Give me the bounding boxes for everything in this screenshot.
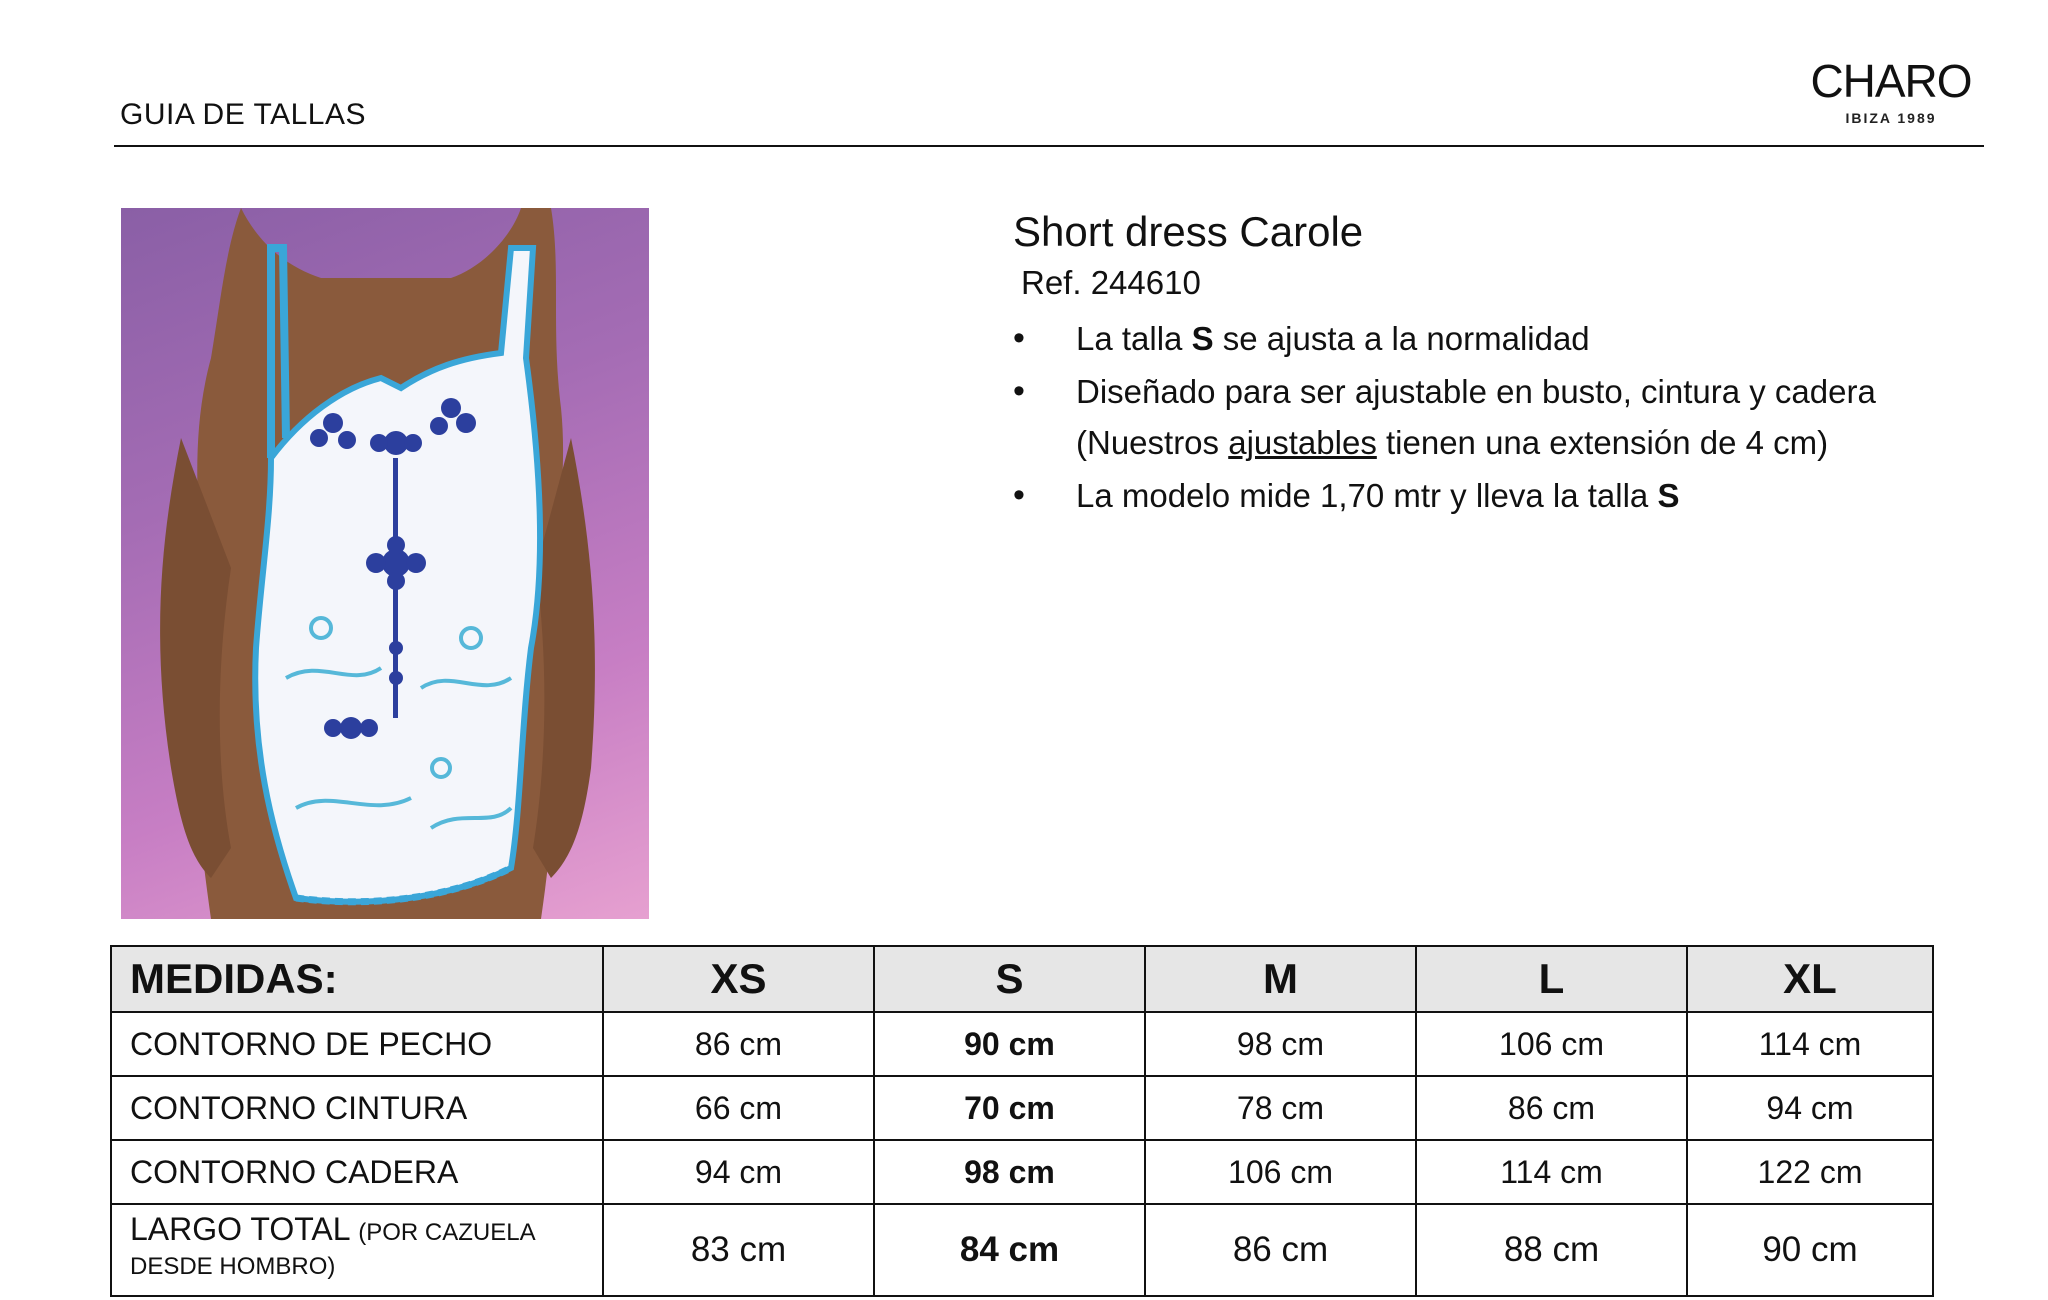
measure-label-note: (POR CAZUELA [358, 1219, 536, 1246]
size-column-header: L [1416, 946, 1687, 1012]
measure-value: 86 cm [603, 1012, 874, 1076]
fit-note-text: Diseñado para ser ajustable en busto, cintura y cadera [1076, 373, 1876, 411]
measures-header: MEDIDAS: [111, 946, 603, 1012]
fit-note-text: se ajusta a la normalidad [1213, 320, 1590, 358]
fit-note [1013, 470, 1973, 521]
measure-value-highlight: 98 cm [874, 1140, 1145, 1204]
product-details [1013, 208, 1973, 523]
brand-name: CHARO [1810, 55, 1972, 107]
header-divider [114, 145, 1984, 147]
measure-value: 90 cm [1687, 1204, 1933, 1296]
measure-label [111, 1204, 603, 1296]
fit-note-text: tienen una extensión de 4 cm) [1376, 424, 1829, 462]
size-table [110, 945, 1934, 1297]
brand-logo [1796, 55, 1986, 126]
brand-tagline: IBIZA 1989 [1845, 110, 1937, 126]
measure-value: 88 cm [1416, 1204, 1687, 1296]
product-title: Short dress Carole [1013, 208, 1364, 255]
measure-value: 98 cm [1145, 1012, 1416, 1076]
table-row [111, 1076, 1933, 1140]
measure-value-highlight: 70 cm [874, 1076, 1145, 1140]
measure-label-text: LARGO TOTAL [130, 1211, 350, 1247]
measure-label: CONTORNO CADERA [111, 1140, 603, 1204]
measure-value: 86 cm [1145, 1204, 1416, 1296]
fit-note-underlined: ajustables [1228, 424, 1377, 462]
measure-label: CONTORNO DE PECHO [111, 1012, 603, 1076]
fit-note [1013, 366, 1973, 468]
fit-note-text: (Nuestros [1076, 424, 1229, 462]
size-column-header: M [1145, 946, 1416, 1012]
fit-note-text: La modelo mide 1,70 mtr y lleva la talla [1076, 477, 1658, 515]
measure-value: 78 cm [1145, 1076, 1416, 1140]
fit-note-text: La talla [1076, 320, 1192, 358]
fit-notes [1013, 313, 1973, 521]
table-row [111, 1140, 1933, 1204]
page-title: GUIA DE TALLAS [120, 98, 366, 131]
measure-value: 106 cm [1145, 1140, 1416, 1204]
measure-value: 106 cm [1416, 1012, 1687, 1076]
dress-illustration [121, 208, 649, 919]
fit-note-size: S [1657, 477, 1680, 515]
measure-value: 94 cm [603, 1140, 874, 1204]
measure-value-highlight: 90 cm [874, 1012, 1145, 1076]
measure-value: 94 cm [1687, 1076, 1933, 1140]
product-photo [121, 208, 649, 919]
size-column-header: XL [1687, 946, 1933, 1012]
measure-value: 66 cm [603, 1076, 874, 1140]
measure-value: 122 cm [1687, 1140, 1933, 1204]
measure-value: 114 cm [1687, 1012, 1933, 1076]
size-column-header: S [874, 946, 1145, 1012]
table-row [111, 1012, 1933, 1076]
product-reference: Ref. 244610 [1021, 264, 1201, 302]
size-header-row [111, 946, 1933, 1012]
measure-label-note: DESDE HOMBRO) [130, 1252, 336, 1280]
measure-value: 114 cm [1416, 1140, 1687, 1204]
measure-value-highlight: 84 cm [874, 1204, 1145, 1296]
measure-value: 86 cm [1416, 1076, 1687, 1140]
fit-note-size: S [1191, 320, 1214, 358]
size-column-header: XS [603, 946, 874, 1012]
measure-label: CONTORNO CINTURA [111, 1076, 603, 1140]
fit-note [1013, 313, 1973, 364]
table-row [111, 1204, 1933, 1296]
measure-value: 83 cm [603, 1204, 874, 1296]
